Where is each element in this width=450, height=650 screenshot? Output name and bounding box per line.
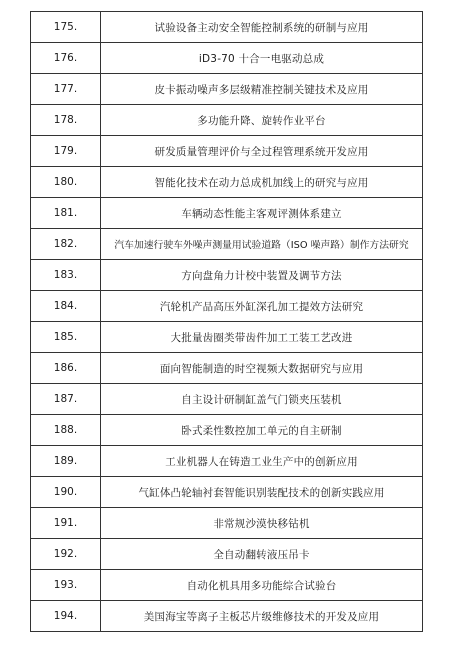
table-row <box>31 229 423 260</box>
table-row <box>31 322 423 353</box>
table-row <box>31 446 423 477</box>
project-name: 汽轮机产品高压外缸深孔加工提效方法研究 <box>101 291 423 321</box>
table-row <box>31 198 423 229</box>
table-row <box>31 353 423 384</box>
project-name: 自动化机具用多功能综合试验台 <box>101 570 423 600</box>
project-name: iD3-70 十合一电驱动总成 <box>101 43 423 73</box>
row-number: 189. <box>31 446 101 476</box>
table-row <box>31 384 423 415</box>
project-name: 多功能升降、旋转作业平台 <box>101 105 423 135</box>
row-number: 177. <box>31 74 101 104</box>
row-number: 176. <box>31 43 101 73</box>
project-name: 皮卡振动噪声多层级精准控制关键技术及应用 <box>101 74 423 104</box>
row-number: 179. <box>31 136 101 166</box>
row-number: 185. <box>31 322 101 352</box>
project-name: 卧式柔性数控加工单元的自主研制 <box>101 415 423 445</box>
table-row <box>31 74 423 105</box>
project-name: 试验设备主动安全智能控制系统的研制与应用 <box>101 12 423 42</box>
row-number: 182. <box>31 229 101 259</box>
project-name: 全自动翻转液压吊卡 <box>101 539 423 569</box>
project-name: 研发质量管理评价与全过程管理系统开发应用 <box>101 136 423 166</box>
table-row <box>31 105 423 136</box>
row-number: 187. <box>31 384 101 414</box>
project-name: 车辆动态性能主客观评测体系建立 <box>101 198 423 228</box>
row-number: 178. <box>31 105 101 135</box>
row-number: 194. <box>31 601 101 631</box>
project-table <box>30 11 423 632</box>
table-row <box>31 167 423 198</box>
row-number: 193. <box>31 570 101 600</box>
table-row <box>31 601 423 632</box>
row-number: 175. <box>31 12 101 42</box>
table-row <box>31 12 423 43</box>
project-name: 大批量齿圈类带齿件加工工装工艺改进 <box>101 322 423 352</box>
project-name: 自主设计研制缸盖气门锁夹压装机 <box>101 384 423 414</box>
project-name: 非常规沙漠快移钻机 <box>101 508 423 538</box>
table-row <box>31 539 423 570</box>
row-number: 180. <box>31 167 101 197</box>
table-row <box>31 260 423 291</box>
table-row <box>31 477 423 508</box>
table-row <box>31 415 423 446</box>
row-number: 190. <box>31 477 101 507</box>
row-number: 191. <box>31 508 101 538</box>
project-name: 美国海宝等离子主板芯片级维修技术的开发及应用 <box>101 601 423 631</box>
table-row <box>31 43 423 74</box>
table-row <box>31 508 423 539</box>
row-number: 188. <box>31 415 101 445</box>
row-number: 184. <box>31 291 101 321</box>
table-row <box>31 291 423 322</box>
project-name: 汽车加速行驶车外噪声测量用试验道路（ISO 噪声路）制作方法研究 <box>101 229 423 259</box>
row-number: 181. <box>31 198 101 228</box>
row-number: 192. <box>31 539 101 569</box>
table-row <box>31 570 423 601</box>
project-name: 面向智能制造的时空视频大数据研究与应用 <box>101 353 423 383</box>
project-name: 方向盘角力计校中装置及调节方法 <box>101 260 423 290</box>
project-name: 工业机器人在铸造工业生产中的创新应用 <box>101 446 423 476</box>
project-name: 智能化技术在动力总成机加线上的研究与应用 <box>101 167 423 197</box>
table-row <box>31 136 423 167</box>
row-number: 183. <box>31 260 101 290</box>
row-number: 186. <box>31 353 101 383</box>
project-name: 气缸体凸轮轴衬套智能识别装配技术的创新实践应用 <box>101 477 423 507</box>
